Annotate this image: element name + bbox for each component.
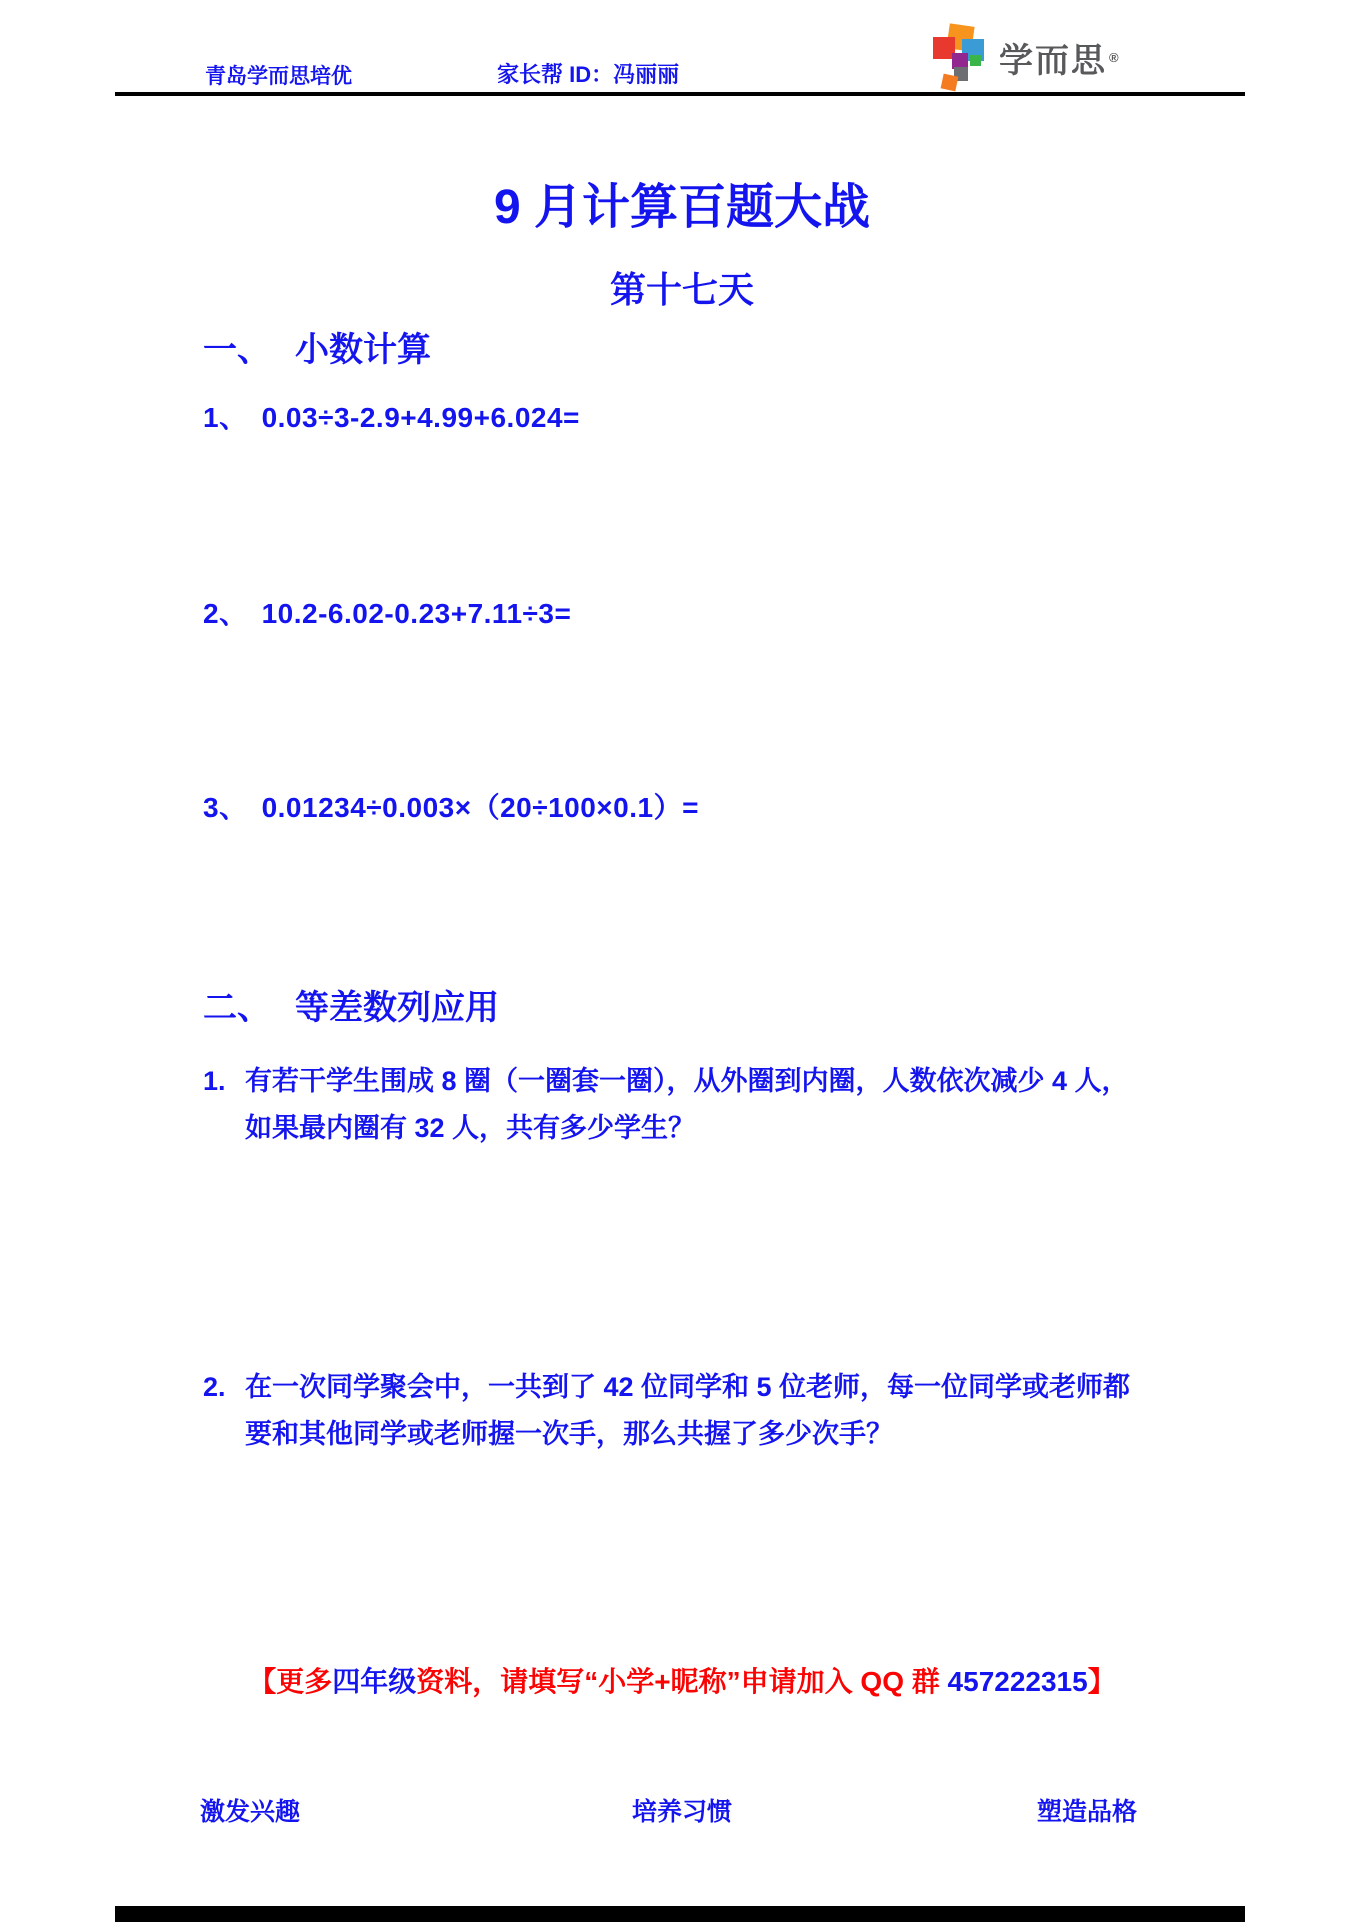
footer-slogan-center: 培养习惯	[631, 1798, 732, 1826]
word-problem-1-number: 1.	[203, 1066, 226, 1096]
problem-1	[203, 396, 580, 436]
section1-number: 一、	[203, 331, 271, 369]
registered-trademark-symbol: ®	[1109, 49, 1119, 65]
logo-square-green	[970, 55, 981, 66]
word-problem-2	[203, 1364, 1258, 1458]
problem-1-expression: 0.03÷3-2.9+4.99+6.024=	[261, 402, 580, 433]
footer-divider-rule	[115, 1906, 1245, 1922]
problem-2-number: 2、	[203, 598, 248, 629]
xueersi-logo	[933, 24, 1119, 90]
header-branch-name: 青岛学而思培优	[205, 65, 352, 88]
section2-heading	[203, 980, 499, 1029]
problem-3-number: 3、	[203, 792, 248, 823]
problem-2-expression: 10.2-6.02-0.23+7.11÷3=	[261, 598, 572, 629]
xueersi-question-mark-icon	[933, 24, 987, 90]
footer-slogan-left: 激发兴趣	[200, 1798, 301, 1826]
problem-2	[203, 592, 571, 632]
header-divider-rule	[115, 92, 1245, 96]
header-parent-id: 家长帮 ID：冯丽丽	[497, 62, 680, 87]
word-problem-2-number: 2.	[203, 1372, 226, 1402]
problem-3-expression: 0.01234÷0.003×（20÷100×0.1）=	[261, 792, 699, 823]
section1-heading	[203, 322, 431, 371]
qq-group-notice	[0, 1660, 1364, 1700]
word-problem-2-line1: 在一次同学聚会中，一共到了 42 位同学和 5 位老师，每一位同学或老师都	[245, 1372, 1131, 1402]
problem-3	[203, 786, 699, 826]
word-problem-2-line2: 要和其他同学或老师握一次手，那么共握了多少次手？	[245, 1419, 893, 1449]
footer-slogan-right: 塑造品格	[1037, 1798, 1138, 1826]
notice-segment-grade: 四年级	[332, 1666, 417, 1697]
section2-title: 等差数列应用	[295, 989, 499, 1027]
section1-title: 小数计算	[295, 331, 431, 369]
page-subtitle-day: 第十七天	[609, 269, 754, 310]
notice-qq-group-number: 457222315	[947, 1666, 1088, 1697]
problem-1-number: 1、	[203, 402, 248, 433]
notice-segment: 【更多	[248, 1666, 333, 1697]
notice-segment: 】	[1087, 1666, 1116, 1697]
page-title: 9 月计算百题大战	[493, 181, 871, 234]
word-problem-1-line1: 有若干学生围成 8 圈（一圈套一圈），从外圈到内圈，人数依次减少 4 人，	[245, 1066, 1129, 1096]
word-problem-1-line2: 如果最内圈有 32 人，共有多少学生？	[245, 1113, 696, 1143]
word-problem-1	[203, 1058, 1258, 1152]
logo-wordmark: 学而思	[999, 41, 1107, 80]
section2-number: 二、	[203, 989, 271, 1027]
logo-square-orange-dot	[941, 74, 959, 92]
notice-segment: 资料，请填写“小学+昵称”申请加入 QQ 群	[416, 1666, 948, 1697]
